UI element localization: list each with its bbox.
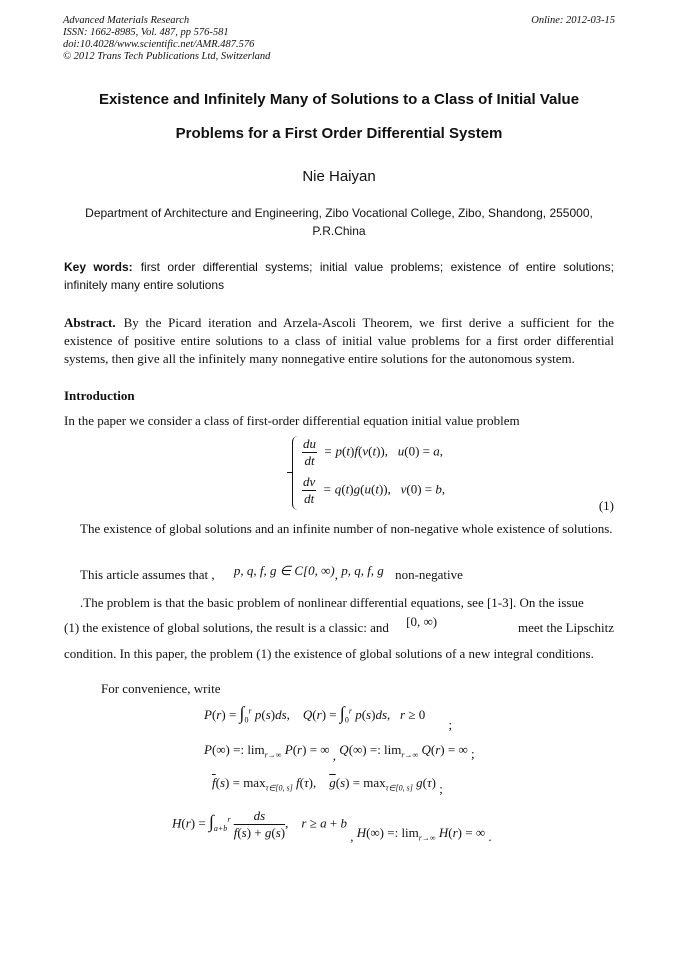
keywords-text: first order differential systems; initial value problems; existence of entire solutions; infinitely many entire solutions — [64, 260, 614, 292]
formula-limits: P(∞) =: $\lim_{r\to\infty} P(r)$ = ∞ , Q(∞) =: $\lim_{r\to\infty} Q(r)$ = ∞ ; — [204, 742, 475, 763]
paper-title-line2: Problems for a First Order Differential System — [175, 125, 503, 142]
assumption-tail: non-negative — [395, 567, 463, 582]
copyright: © 2012 Trans Tech Publications Ltd, Switzerland — [63, 51, 271, 62]
assumption-text: This article assumes that , — [80, 567, 215, 582]
equation-brace — [292, 436, 301, 510]
intro-paragraph-3a: .The problem is that the basic problem of nonlinear differential equations, see [1-3]. On the issue — [80, 595, 584, 610]
doi: doi:10.4028/www.scientific.net/AMR.487.576 — [63, 39, 255, 50]
affiliation: Department of Architecture and Engineering, Zibo Vocational College, Zibo, Shandong, 255000, P.R.China — [85, 206, 593, 238]
equation-1a: $\frac{du}{dt}$ = p(t)f(v(t)), u(0) = a, — [303, 436, 443, 468]
abstract-text: By the Picard iteration and Arzela-Ascoli Theorem, we first derive a sufficient for the existence of positive entire solutions to a class of initial value problems for a first order differential systems, then give all the infinitely many nonnegative entire solutions for the autonomous system. — [64, 315, 614, 366]
assumption-math: p, q, f, g ∈ C[0, ∞) — [233, 563, 335, 578]
assumption-math-2: p, q, f, g — [341, 563, 384, 578]
intro-paragraph-1: In the paper we consider a class of first-order differential equation initial value problem — [64, 413, 520, 428]
formula-fbar-gbar: $\overline{f}(s) = \max_{\tau\in[0, s]} f(\tau)$, $\overline{g}(s) = \max_{\tau\in[0, s]} g(\tau)$ ; — [212, 775, 443, 796]
author: Nie Haiyan — [302, 168, 376, 185]
journal-name: Advanced Materials Research — [63, 15, 190, 26]
issn: ISSN: 1662-8985, Vol. 487, pp 576-581 — [63, 27, 229, 38]
intro-paragraph-3b — [64, 614, 614, 636]
abstract — [64, 314, 614, 368]
equation-1b: $\frac{dv}{dt}$ = q(t)g(u(t)), v(0) = b, — [303, 474, 446, 506]
journal-header — [63, 15, 270, 63]
equation-number: (1) — [598, 498, 614, 513]
keywords-label: Key words: — [64, 260, 133, 274]
paper-title-line1: Existence and Infinitely Many of Solutions to a Class of Initial Value — [98, 91, 580, 108]
p3b-tail: meet the Lipschitz — [517, 620, 614, 635]
formula-H: $H(r) = \int_{a+b}^r$ $\frac{ds}{\overline{f}(s) + \overline{g}(s)}$ , r ≥ a + b , H(∞) =: $\lim_{r\to\infty} H(r)$ = ∞ . — [172, 808, 492, 845]
assumption-line: This article assumes that , p, q, f, g ∈ C[0, ∞), p, q, f, g non-negative — [80, 563, 463, 582]
section-heading: Introduction — [64, 388, 135, 403]
abstract-label: Abstract. — [64, 315, 116, 330]
online-date: Online: 2012-03-15 — [531, 15, 615, 26]
intro-paragraph-2: The existence of global solutions and an infinite number of non-negative whole existence of solutions. — [80, 521, 613, 536]
p3b-math: [0, ∞) — [406, 614, 438, 629]
intro-paragraph-3c: condition. In this paper, the problem (1) the existence of global solutions of a new integral conditions. — [64, 646, 594, 661]
formula-P-Q: $P(r) = \int_0^r$ p(s)ds, $Q(r) = \int_0^r$ p(s)ds, r ≥ 0 ; — [204, 703, 453, 732]
convenience-text: For convenience, write — [101, 681, 221, 696]
p3b-text: (1) the existence of global solutions, the result is a classic: and — [64, 620, 389, 635]
keywords — [64, 258, 614, 294]
